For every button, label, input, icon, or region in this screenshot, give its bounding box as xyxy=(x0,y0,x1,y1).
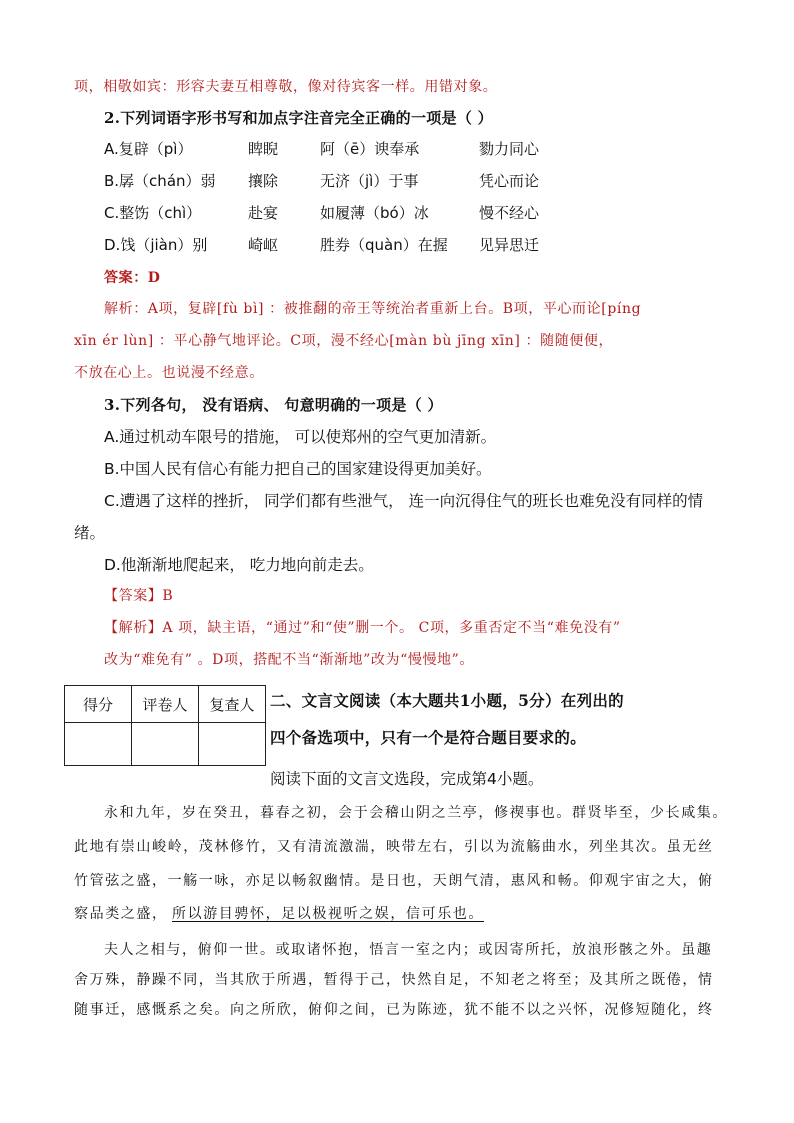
question-2-analysis-line-2: xīn ér lùn] ：平心静气地评论。C项，漫不经心[màn bù jīng xīn] ：随随便便， xyxy=(74,333,614,349)
q2-option-a-col4: 勠力同心 xyxy=(479,140,540,158)
section-2-title-line-2: 四个备选项中，只有一个是符合题目要求的。 xyxy=(270,728,587,747)
question-3-stem: 3.下列各句， 没有语病、 句意明确的一项是（ ） xyxy=(104,396,443,414)
passage-line-5: 夫人之相与，俯仰一世。或取诸怀抱，悟言一室之内；或因寄所托，放浪形骸之外。虽趣 xyxy=(104,942,713,958)
q2-option-c-col2: 赴宴 xyxy=(248,204,279,222)
q2-option-b-col4: 凭心而论 xyxy=(479,172,540,190)
q3-option-c-continued: 绪。 xyxy=(74,524,106,542)
score-cell[interactable] xyxy=(65,723,132,766)
passage-line-7: 随事迁，感慨系之矣。向之所欣，俯仰之间，已为陈迹，犹不能不以之兴怀，况修短随化，终 xyxy=(74,1002,714,1018)
question-2-analysis-line-1: 解析：A项，复辟[fù bì] ：被推翻的帝王等统治者重新上台。B项，平心而论[píng xyxy=(104,301,642,317)
q2-option-b-col2: 攘除 xyxy=(248,172,279,190)
question-2-stem: 2.下列词语字形书写和加点字注音完全正确的一项是（ ） xyxy=(104,109,493,127)
q2-option-d-col4: 见异思迁 xyxy=(479,236,540,254)
q2-option-b-col1: B.孱（chán）弱 xyxy=(104,172,216,190)
score-table xyxy=(64,685,266,766)
carryover-analysis: 项，相敬如宾：形容夫妻互相尊敬，像对待宾客一样。用错对象。 xyxy=(74,79,498,95)
question-2-answer: 答案：D xyxy=(104,270,161,286)
question-3-analysis-line-2: 改为“难免有” 。D项，搭配不当“渐渐地”改为“慢慢地”。 xyxy=(104,652,475,668)
q3-option-a: A.通过机动车限号的措施， 可以使郑州的空气更加清新。 xyxy=(104,428,497,446)
question-3-answer: 【答案】B xyxy=(104,588,174,604)
passage-line-3: 竹管弦之盛，一觞一咏，亦足以畅叙幽情。是日也，天朗气清，惠风和畅。仰观宇宙之大，俯 xyxy=(74,873,714,889)
q2-option-a-col2: 睥睨 xyxy=(248,140,279,158)
q2-option-c-col4: 慢不经心 xyxy=(479,204,540,222)
passage-line-1: 永和九年，岁在癸丑，暮春之初，会于会稽山阴之兰亭，修禊事也。群贤毕至，少长咸集。 xyxy=(104,805,728,821)
q2-option-d-col3: 胜券（quàn）在握 xyxy=(320,236,448,254)
q2-option-a-col1: A.复辟（pì） xyxy=(104,140,193,158)
q2-option-a-col3: 阿（ē）谀奉承 xyxy=(320,140,420,158)
q2-option-c-col3: 如履薄（bó）冰 xyxy=(320,204,429,222)
grader-header: 评卷人 xyxy=(132,686,199,723)
passage-line-2: 此地有崇山峻岭，茂林修竹，又有清流激湍，映带左右，引以为流觞曲水，列坐其次。虽无丝 xyxy=(74,839,714,855)
reviewer-cell[interactable] xyxy=(199,723,266,766)
q2-option-b-col3: 无济（jì）于事 xyxy=(320,172,419,190)
q3-option-c: C.遭遇了这样的挫折， 同学们都有些泄气， 连一向沉得住气的班长也难免没有同样的情 xyxy=(104,492,704,510)
passage-underlined-sentence: 所以游目骋怀，足以极视听之娱，信可乐也。 xyxy=(172,906,484,922)
question-3-analysis-line-1: 【解析】A 项，缺主语，“通过”和“使”删一个。 C项，多重否定不当“难免没有” xyxy=(104,620,621,636)
reviewer-header: 复查人 xyxy=(199,686,266,723)
q3-option-b: B.中国人民有信心有能力把自己的国家建设得更加美好。 xyxy=(104,460,492,478)
q3-option-d: D.他渐渐地爬起来， 吃力地向前走去。 xyxy=(104,556,374,574)
q2-option-c-col1: C.整饬（chì） xyxy=(104,204,202,222)
grader-cell[interactable] xyxy=(132,723,199,766)
passage-line-6: 舍万殊，静躁不同，当其欣于所遇，暂得于己，快然自足，不知老之将至；及其所之既倦，情 xyxy=(74,972,714,988)
q2-option-d-col2: 崎岖 xyxy=(248,236,279,254)
section-2-title-line-1: 二、文言文阅读（本大题共1小题，5分）在列出的 xyxy=(270,691,624,710)
section-2-instruction: 阅读下面的文言文选段，完成第4小题。 xyxy=(270,770,544,788)
q2-option-d-col1: D.饯（jiàn）别 xyxy=(104,236,208,254)
score-header: 得分 xyxy=(65,686,132,723)
question-2-analysis-line-3: 不放在心上。也说漫不经意。 xyxy=(74,365,264,381)
passage-line-4: 察品类之盛， xyxy=(74,906,168,922)
